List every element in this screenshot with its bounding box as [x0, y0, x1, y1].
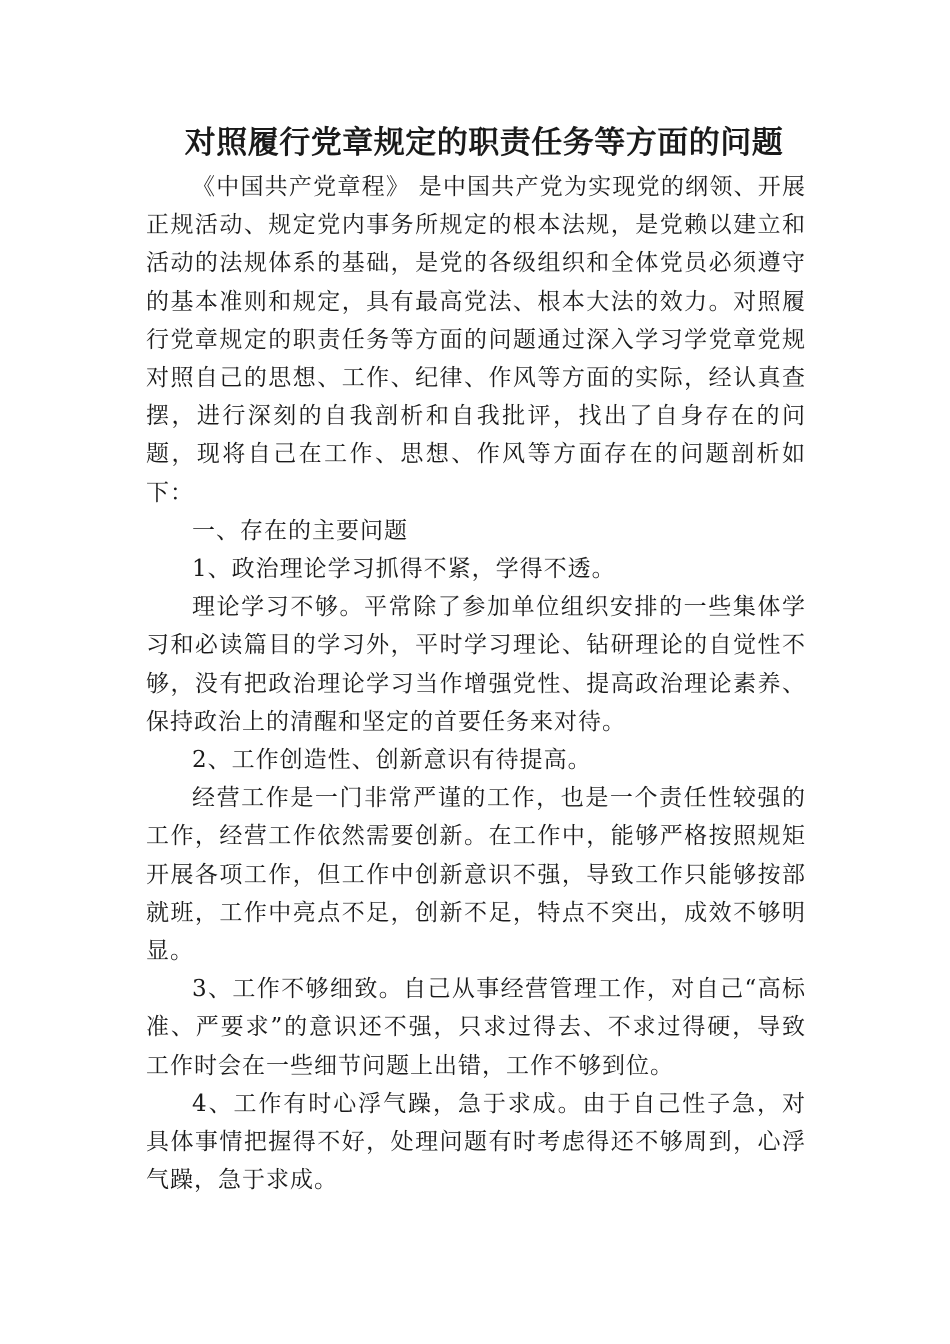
issue-2-body: 经营工作是一门非常严谨的工作，也是一个责任性较强的工作，经营工作依然需要创新。在工作中，能够严格按照规矩开展各项工作，但工作中创新意识不强，导致工作只能够按部就班，工作中亮点不足，创新不足，特点不突出，成效不够明显。	[146, 785, 806, 965]
document-title: 对照履行党章规定的职责任务等方面的问题	[184, 125, 784, 161]
issue-1-heading: 1、政治理论学习抓得不紧，学得不透。	[192, 556, 616, 583]
issue-3-paragraph: 3、工作不够细致。自己从事经营管理工作，对自己“高标准、严要求”的意识还不强，只求过得去、不求过得硬，导致工作时会在一些细节问题上出错，工作不够到位。	[146, 976, 806, 1079]
issue-2-heading: 2、工作创造性、创新意识有待提高。	[192, 747, 592, 774]
issue-1-body: 理论学习不够。平常除了参加单位组织安排的一些集体学习和必读篇目的学习外，平时学习理论、钻研理论的自觉性不够，没有把政治理论学习当作增强党性、提高政治理论素养、保持政治上的清醒和坚定的首要任务来对待。	[146, 594, 806, 735]
intro-paragraph: 《中国共产党章程》 是中国共产党为实现党的纲领、开展正规活动、规定党内事务所规定的根本法规，是党赖以建立和活动的法规体系的基础，是党的各级组织和全体党员必须遵守的基本准则和规定，具有最高党法、根本大法的效力。对照履行党章规定的职责任务等方面的问题通过深入学习学党章党规对照自己的思想、工作、纪律、作风等方面的实际，经认真查摆，进行深刻的自我剖析和自我批评，找出了自身存在的问题，现将自己在工作、思想、作风等方面存在的问题剖析如下：	[146, 174, 806, 506]
section-heading: 一、存在的主要问题	[192, 517, 408, 544]
issue-4-paragraph: 4、工作有时心浮气躁，急于求成。由于自己性子急，对具体事情把握得不好，处理问题有时考虑得还不够周到，心浮气躁，急于求成。	[146, 1090, 806, 1194]
document-page	[146, 118, 806, 1199]
